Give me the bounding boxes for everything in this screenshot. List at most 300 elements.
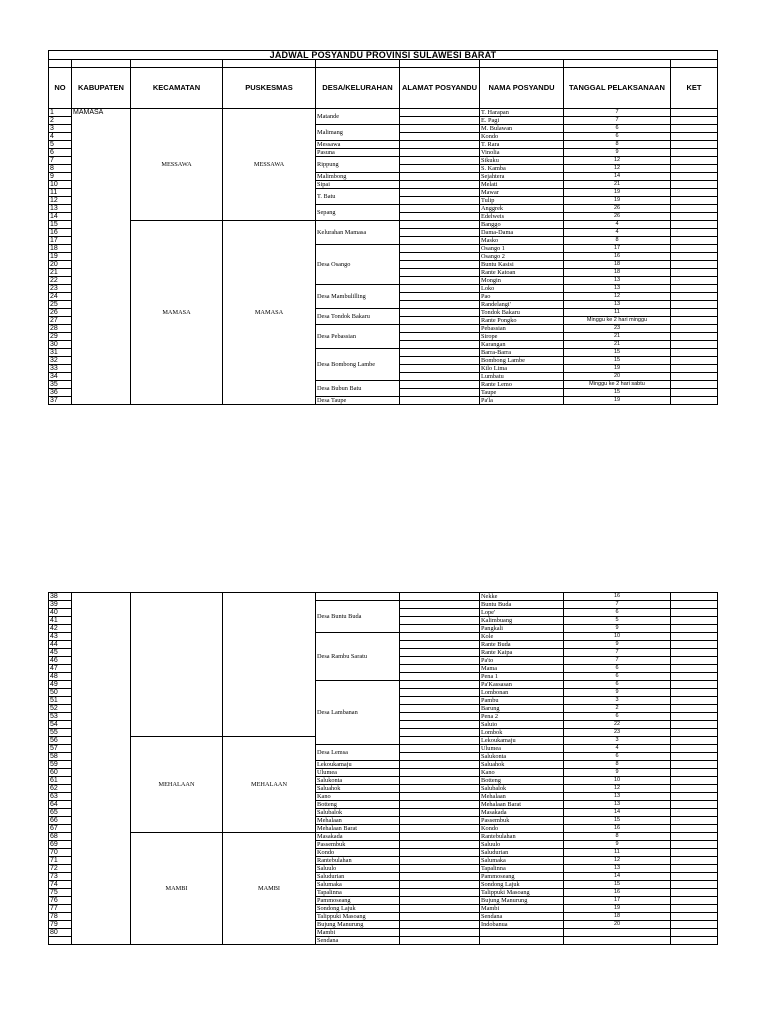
row-number: 2 bbox=[49, 117, 72, 125]
ket-cell bbox=[671, 761, 718, 769]
ket-cell bbox=[671, 253, 718, 261]
posyandu-name-cell: Tondok Bakaru bbox=[480, 309, 564, 317]
kecamatan-cell: MEHALAAN bbox=[131, 737, 223, 833]
ket-cell bbox=[671, 213, 718, 221]
row-number: 53 bbox=[49, 713, 72, 721]
posyandu-name-cell: Pena 2 bbox=[480, 713, 564, 721]
ket-cell bbox=[671, 721, 718, 729]
puskesmas-cell: MAMASA bbox=[223, 221, 316, 405]
row-number: 63 bbox=[49, 793, 72, 801]
ket-cell bbox=[671, 397, 718, 405]
desa-cell: Sondong Lajuk bbox=[316, 905, 400, 913]
row-number: 49 bbox=[49, 681, 72, 689]
ket-cell bbox=[671, 609, 718, 617]
row-number: 25 bbox=[49, 301, 72, 309]
posyandu-name-cell: Edelweis bbox=[480, 213, 564, 221]
tanggal-cell: 7 bbox=[564, 657, 671, 665]
row-number: 27 bbox=[49, 317, 72, 325]
tanggal-cell: 7 bbox=[564, 649, 671, 657]
alamat-cell bbox=[400, 213, 480, 221]
tanggal-cell: 3 bbox=[564, 737, 671, 745]
desa-cell: Tapalinna bbox=[316, 889, 400, 897]
posyandu-name-cell: Bombong Lambe bbox=[480, 357, 564, 365]
ket-cell bbox=[671, 165, 718, 173]
ket-cell bbox=[671, 309, 718, 317]
ket-cell bbox=[671, 841, 718, 849]
row-number: 54 bbox=[49, 721, 72, 729]
alamat-cell bbox=[400, 665, 480, 673]
alamat-cell bbox=[400, 149, 480, 157]
ket-cell bbox=[671, 181, 718, 189]
tanggal-cell: 26 bbox=[564, 205, 671, 213]
alamat-cell bbox=[400, 889, 480, 897]
alamat-cell bbox=[400, 141, 480, 149]
posyandu-name-cell: Anggrek bbox=[480, 205, 564, 213]
row-number: 20 bbox=[49, 261, 72, 269]
desa-cell: Botteng bbox=[316, 801, 400, 809]
desa-cell: Desa Lambanan bbox=[316, 681, 400, 745]
posyandu-name-cell: Masko bbox=[480, 237, 564, 245]
desa-cell: Salukonta bbox=[316, 777, 400, 785]
row-number: 60 bbox=[49, 769, 72, 777]
row-number: 43 bbox=[49, 633, 72, 641]
tanggal-cell: 15 bbox=[564, 817, 671, 825]
desa-cell: Passembuk bbox=[316, 841, 400, 849]
ket-cell bbox=[671, 825, 718, 833]
posyandu-name-cell: Saluulo bbox=[480, 841, 564, 849]
row-number: 58 bbox=[49, 753, 72, 761]
desa-cell: Desa Osango bbox=[316, 245, 400, 285]
alamat-cell bbox=[400, 705, 480, 713]
header-no: NO bbox=[49, 68, 72, 109]
row-number: 38 bbox=[49, 593, 72, 601]
ket-cell bbox=[671, 229, 718, 237]
posyandu-name-cell: Vinolia bbox=[480, 149, 564, 157]
ket-cell bbox=[671, 285, 718, 293]
tanggal-cell: 13 bbox=[564, 865, 671, 873]
desa-cell bbox=[316, 593, 400, 601]
desa-cell: Saludurian bbox=[316, 873, 400, 881]
ket-cell bbox=[671, 649, 718, 657]
desa-cell: Messawa bbox=[316, 141, 400, 149]
alamat-cell bbox=[400, 873, 480, 881]
desa-cell: Sendana bbox=[316, 937, 400, 945]
posyandu-name-cell: Mehalaan Barat bbox=[480, 801, 564, 809]
spacer-cell bbox=[400, 60, 480, 68]
alamat-cell bbox=[400, 269, 480, 277]
row-number: 64 bbox=[49, 801, 72, 809]
row-number: 18 bbox=[49, 245, 72, 253]
ket-cell bbox=[671, 109, 718, 117]
row-number: 37 bbox=[49, 397, 72, 405]
posyandu-name-cell: Osango 2 bbox=[480, 253, 564, 261]
desa-cell: Salumaka bbox=[316, 881, 400, 889]
tanggal-cell: 15 bbox=[564, 389, 671, 397]
posyandu-name-cell: Ulumea bbox=[480, 745, 564, 753]
alamat-cell bbox=[400, 165, 480, 173]
row-number: 66 bbox=[49, 817, 72, 825]
posyandu-name-cell: Buntu Buda bbox=[480, 601, 564, 609]
alamat-cell bbox=[400, 397, 480, 405]
header-puskesmas: PUSKESMAS bbox=[223, 68, 316, 109]
ket-cell bbox=[671, 237, 718, 245]
alamat-cell bbox=[400, 309, 480, 317]
row-number: 22 bbox=[49, 277, 72, 285]
tanggal-cell: 14 bbox=[564, 809, 671, 817]
alamat-cell bbox=[400, 921, 480, 929]
row-number: 70 bbox=[49, 849, 72, 857]
table-row bbox=[49, 593, 718, 601]
row-number: 23 bbox=[49, 285, 72, 293]
tanggal-cell: 9 bbox=[564, 689, 671, 697]
posyandu-name-cell: Sondong Lajuk bbox=[480, 881, 564, 889]
posyandu-name-cell bbox=[480, 929, 564, 937]
schedule-table-top bbox=[48, 50, 718, 405]
desa-cell: Mehalaan bbox=[316, 817, 400, 825]
tanggal-cell: 9 bbox=[564, 625, 671, 633]
tanggal-cell: 5 bbox=[564, 617, 671, 625]
ket-cell bbox=[671, 777, 718, 785]
alamat-cell bbox=[400, 713, 480, 721]
posyandu-name-cell: Mambi bbox=[480, 905, 564, 913]
ket-cell bbox=[671, 657, 718, 665]
table-row bbox=[49, 221, 718, 229]
ket-cell bbox=[671, 221, 718, 229]
alamat-cell bbox=[400, 681, 480, 689]
desa-cell: Mehalaan Barat bbox=[316, 825, 400, 833]
row-number: 42 bbox=[49, 625, 72, 633]
row-number: 11 bbox=[49, 189, 72, 197]
tanggal-cell: 2 bbox=[564, 705, 671, 713]
tanggal-cell bbox=[564, 929, 671, 937]
posyandu-name-cell: Pammoseang bbox=[480, 873, 564, 881]
posyandu-name-cell: Buntu Kasisi bbox=[480, 261, 564, 269]
ket-cell bbox=[671, 245, 718, 253]
tanggal-cell: Minggu ke 2 hari sabtu bbox=[564, 381, 671, 389]
alamat-cell bbox=[400, 905, 480, 913]
alamat-cell bbox=[400, 697, 480, 705]
tanggal-cell: 13 bbox=[564, 793, 671, 801]
alamat-cell bbox=[400, 317, 480, 325]
tanggal-cell: 21 bbox=[564, 181, 671, 189]
tanggal-cell: 19 bbox=[564, 905, 671, 913]
row-number: 46 bbox=[49, 657, 72, 665]
tanggal-cell: 16 bbox=[564, 253, 671, 261]
alamat-cell bbox=[400, 785, 480, 793]
row-number: 59 bbox=[49, 761, 72, 769]
alamat-cell bbox=[400, 857, 480, 865]
tanggal-cell: 23 bbox=[564, 729, 671, 737]
desa-cell: Talippuki Masoang bbox=[316, 913, 400, 921]
alamat-cell bbox=[400, 673, 480, 681]
desa-cell: Masakada bbox=[316, 833, 400, 841]
ket-cell bbox=[671, 793, 718, 801]
ket-cell bbox=[671, 141, 718, 149]
desa-cell: Desa Tondok Bakaru bbox=[316, 309, 400, 325]
tanggal-cell: 10 bbox=[564, 633, 671, 641]
desa-cell: Rippung bbox=[316, 157, 400, 173]
ket-cell bbox=[671, 325, 718, 333]
tanggal-cell: 4 bbox=[564, 229, 671, 237]
row-number: 15 bbox=[49, 221, 72, 229]
row-number: 6 bbox=[49, 149, 72, 157]
posyandu-name-cell: Salukonta bbox=[480, 753, 564, 761]
posyandu-name-cell: Barra-Barra bbox=[480, 349, 564, 357]
tanggal-cell: 6 bbox=[564, 609, 671, 617]
desa-cell: Bujung Manurung bbox=[316, 921, 400, 929]
header-alamat: ALAMAT POSYANDU bbox=[400, 68, 480, 109]
ket-cell bbox=[671, 737, 718, 745]
alamat-cell bbox=[400, 689, 480, 697]
spacer-cell bbox=[49, 60, 72, 68]
row-number: 65 bbox=[49, 809, 72, 817]
posyandu-name-cell: Kondo bbox=[480, 825, 564, 833]
posyandu-name-cell: Osango 1 bbox=[480, 245, 564, 253]
ket-cell bbox=[671, 785, 718, 793]
desa-cell: Saluulo bbox=[316, 865, 400, 873]
row-number: 16 bbox=[49, 229, 72, 237]
posyandu-name-cell: Kole bbox=[480, 633, 564, 641]
tanggal-cell: 12 bbox=[564, 857, 671, 865]
alamat-cell bbox=[400, 125, 480, 133]
tanggal-cell: 11 bbox=[564, 849, 671, 857]
posyandu-name-cell: Taupe bbox=[480, 389, 564, 397]
posyandu-name-cell: Mehalaan bbox=[480, 793, 564, 801]
tanggal-cell: 21 bbox=[564, 341, 671, 349]
ket-cell bbox=[671, 849, 718, 857]
row-number: 51 bbox=[49, 697, 72, 705]
kabupaten-cell: MAMASA bbox=[72, 109, 131, 405]
desa-cell: Desa Buntu Buda bbox=[316, 601, 400, 633]
posyandu-name-cell: Pao bbox=[480, 293, 564, 301]
posyandu-name-cell: Rante Pongko bbox=[480, 317, 564, 325]
alamat-cell bbox=[400, 809, 480, 817]
tanggal-cell: 6 bbox=[564, 665, 671, 673]
ket-cell bbox=[671, 381, 718, 389]
posyandu-name-cell: Rante Lemo bbox=[480, 381, 564, 389]
ket-cell bbox=[671, 873, 718, 881]
alamat-cell bbox=[400, 277, 480, 285]
alamat-cell bbox=[400, 641, 480, 649]
table-title: JADWAL POSYANDU PROVINSI SULAWESI BARAT bbox=[49, 51, 718, 60]
ket-cell bbox=[671, 809, 718, 817]
ket-cell bbox=[671, 117, 718, 125]
tanggal-cell: 12 bbox=[564, 165, 671, 173]
alamat-cell bbox=[400, 625, 480, 633]
alamat-cell bbox=[400, 929, 480, 937]
table-row bbox=[49, 109, 718, 117]
tanggal-cell: 8 bbox=[564, 761, 671, 769]
tanggal-cell: 7 bbox=[564, 601, 671, 609]
posyandu-name-cell: Kilo Lima bbox=[480, 365, 564, 373]
tanggal-cell: 9 bbox=[564, 149, 671, 157]
ket-cell bbox=[671, 929, 718, 937]
row-number: 52 bbox=[49, 705, 72, 713]
row-number: 34 bbox=[49, 373, 72, 381]
desa-cell: Ulumea bbox=[316, 769, 400, 777]
tanggal-cell: 15 bbox=[564, 357, 671, 365]
ket-cell bbox=[671, 373, 718, 381]
spacer-cell bbox=[72, 60, 131, 68]
posyandu-name-cell: Passembuk bbox=[480, 817, 564, 825]
desa-cell: Pasuna bbox=[316, 149, 400, 157]
tanggal-cell: 8 bbox=[564, 833, 671, 841]
ket-cell bbox=[671, 641, 718, 649]
puskesmas-cell: MAMBI bbox=[223, 833, 316, 945]
ket-cell bbox=[671, 689, 718, 697]
row-number: 28 bbox=[49, 325, 72, 333]
puskesmas-cell: MEHALAAN bbox=[223, 737, 316, 833]
posyandu-name-cell: Pena 1 bbox=[480, 673, 564, 681]
posyandu-name-cell: Lope' bbox=[480, 609, 564, 617]
posyandu-name-cell: Pangkali bbox=[480, 625, 564, 633]
desa-cell: Sipai bbox=[316, 181, 400, 189]
posyandu-name-cell: Pa'Kassasan bbox=[480, 681, 564, 689]
row-number: 62 bbox=[49, 785, 72, 793]
spacer-cell bbox=[671, 60, 718, 68]
desa-cell: Pammoseang bbox=[316, 897, 400, 905]
tanggal-cell: 7 bbox=[564, 117, 671, 125]
desa-cell: Desa Lemsa bbox=[316, 745, 400, 761]
tanggal-cell: 10 bbox=[564, 777, 671, 785]
row-number: 24 bbox=[49, 293, 72, 301]
ket-cell bbox=[671, 149, 718, 157]
ket-cell bbox=[671, 197, 718, 205]
ket-cell bbox=[671, 617, 718, 625]
row-number: 39 bbox=[49, 601, 72, 609]
ket-cell bbox=[671, 601, 718, 609]
table-row bbox=[49, 833, 718, 841]
posyandu-name-cell: Mongin bbox=[480, 277, 564, 285]
row-number: 29 bbox=[49, 333, 72, 341]
alamat-cell bbox=[400, 181, 480, 189]
row-number: 10 bbox=[49, 181, 72, 189]
row-number: 74 bbox=[49, 881, 72, 889]
tanggal-cell: 14 bbox=[564, 173, 671, 181]
alamat-cell bbox=[400, 261, 480, 269]
row-number: 61 bbox=[49, 777, 72, 785]
tanggal-cell: 18 bbox=[564, 913, 671, 921]
row-number: 8 bbox=[49, 165, 72, 173]
tanggal-cell: 9 bbox=[564, 841, 671, 849]
row-number: 75 bbox=[49, 889, 72, 897]
posyandu-name-cell: Rante Kaipa bbox=[480, 649, 564, 657]
posyandu-name-cell: Masakada bbox=[480, 809, 564, 817]
alamat-cell bbox=[400, 117, 480, 125]
row-number: 33 bbox=[49, 365, 72, 373]
row-number: 9 bbox=[49, 173, 72, 181]
desa-cell: Kelurahan Mamasa bbox=[316, 221, 400, 245]
row-number: 44 bbox=[49, 641, 72, 649]
posyandu-name-cell: Botteng bbox=[480, 777, 564, 785]
tanggal-cell: 16 bbox=[564, 593, 671, 601]
posyandu-name-cell: Sirope bbox=[480, 333, 564, 341]
desa-cell: Desa Bubun Batu bbox=[316, 381, 400, 397]
alamat-cell bbox=[400, 825, 480, 833]
row-number: 71 bbox=[49, 857, 72, 865]
posyandu-name-cell: Bujung Manurung bbox=[480, 897, 564, 905]
tanggal-cell: 16 bbox=[564, 889, 671, 897]
spacer-cell bbox=[131, 60, 223, 68]
ket-cell bbox=[671, 865, 718, 873]
header-kabupaten: KABUPATEN bbox=[72, 68, 131, 109]
row-number: 57 bbox=[49, 745, 72, 753]
posyandu-name-cell: Lombok bbox=[480, 729, 564, 737]
desa-cell: Lekoukamaju bbox=[316, 761, 400, 769]
tanggal-cell: 11 bbox=[564, 309, 671, 317]
desa-cell: Sepang bbox=[316, 205, 400, 221]
kecamatan-cell: MAMBI bbox=[131, 833, 223, 945]
ket-cell bbox=[671, 673, 718, 681]
ket-cell bbox=[671, 817, 718, 825]
ket-cell bbox=[671, 357, 718, 365]
row-number: 56 bbox=[49, 737, 72, 745]
ket-cell bbox=[671, 365, 718, 373]
spacer-cell bbox=[223, 60, 316, 68]
alamat-cell bbox=[400, 253, 480, 261]
posyandu-name-cell: S. Kamba bbox=[480, 165, 564, 173]
posyandu-name-cell: T. Harapan bbox=[480, 109, 564, 117]
row-number: 69 bbox=[49, 841, 72, 849]
tanggal-cell: 6 bbox=[564, 713, 671, 721]
alamat-cell bbox=[400, 237, 480, 245]
alamat-cell bbox=[400, 333, 480, 341]
tanggal-cell: 15 bbox=[564, 349, 671, 357]
ket-cell bbox=[671, 857, 718, 865]
posyandu-name-cell: Mawar bbox=[480, 189, 564, 197]
desa-cell: Desa Pebassian bbox=[316, 325, 400, 349]
posyandu-name-cell: Sejahtera bbox=[480, 173, 564, 181]
alamat-cell bbox=[400, 357, 480, 365]
posyandu-name-cell: Banggo bbox=[480, 221, 564, 229]
row-number: 14 bbox=[49, 213, 72, 221]
posyandu-name-cell: Rante Buda bbox=[480, 641, 564, 649]
alamat-cell bbox=[400, 769, 480, 777]
ket-cell bbox=[671, 801, 718, 809]
posyandu-name-cell: Tulip bbox=[480, 197, 564, 205]
tanggal-cell: 13 bbox=[564, 801, 671, 809]
alamat-cell bbox=[400, 841, 480, 849]
alamat-cell bbox=[400, 609, 480, 617]
tanggal-cell: Minggu ke 2 hari minggu bbox=[564, 317, 671, 325]
ket-cell bbox=[671, 753, 718, 761]
tanggal-cell: 14 bbox=[564, 873, 671, 881]
row-number: 40 bbox=[49, 609, 72, 617]
row-number: 17 bbox=[49, 237, 72, 245]
posyandu-name-cell: Loko bbox=[480, 285, 564, 293]
desa-cell: Salubalok bbox=[316, 809, 400, 817]
header-nama: NAMA POSYANDU bbox=[480, 68, 564, 109]
tanggal-cell: 13 bbox=[564, 301, 671, 309]
row-number: 31 bbox=[49, 349, 72, 357]
alamat-cell bbox=[400, 721, 480, 729]
header-kecamatan: KECAMATAN bbox=[131, 68, 223, 109]
alamat-cell bbox=[400, 897, 480, 905]
ket-cell bbox=[671, 633, 718, 641]
alamat-cell bbox=[400, 325, 480, 333]
tanggal-cell: 21 bbox=[564, 333, 671, 341]
alamat-cell bbox=[400, 817, 480, 825]
alamat-cell bbox=[400, 245, 480, 253]
kabupaten-cell bbox=[72, 593, 131, 945]
posyandu-name-cell: Sikuku bbox=[480, 157, 564, 165]
alamat-cell bbox=[400, 913, 480, 921]
ket-cell bbox=[671, 593, 718, 601]
alamat-cell bbox=[400, 617, 480, 625]
posyandu-name-cell: Salumaka bbox=[480, 857, 564, 865]
kecamatan-cell: MESSAWA bbox=[131, 109, 223, 221]
alamat-cell bbox=[400, 633, 480, 641]
